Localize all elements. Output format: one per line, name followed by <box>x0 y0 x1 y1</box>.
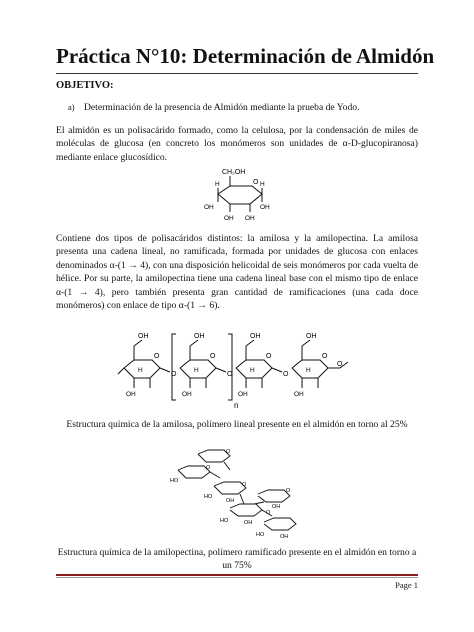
objective-heading: OBJETIVO: <box>56 80 114 91</box>
ring-oxygen-label: O <box>154 353 160 360</box>
hydroxyl-label: OH <box>238 391 248 398</box>
hydroxyl-label: OH <box>280 534 289 540</box>
hydroxyl-label: OH <box>224 215 234 222</box>
hydroxyl-label: OH <box>272 504 281 510</box>
hydroxyl-label: OH <box>226 498 235 504</box>
glycosidic-oxygen-label: O <box>242 482 247 488</box>
glucose-structure-figure <box>200 166 280 224</box>
amylose-caption: Estructura química de la amilosa, polímero lineal presente en el almidón en torno al 25% <box>66 419 408 430</box>
glycosidic-oxygen-label: O <box>266 510 271 516</box>
hydroxyl-label: HO <box>204 494 213 500</box>
ch2oh-label: CH₂OH <box>222 169 246 176</box>
list-marker: a) <box>68 102 75 112</box>
hydrogen-label: H <box>215 181 220 188</box>
objective-text: Determinación de la presencia de Almidón mediante la prueba de Yodo. <box>84 102 360 113</box>
hydroxyl-label: OH <box>204 204 214 211</box>
ring-oxygen-label: O <box>253 179 259 186</box>
polysaccharide-paragraph: Contiene dos tipos de polisacáridos distintos: la amilosa y la amilopectina. La amilosa presenta una cadena lineal, no ramificada, formada por unidades de glucosa con enlaces denominados α-(1 → 4), con una disposición helicoidal de seis monómeros por cada vuelta de hélice. Por su parte, la amilopectina tiene una cadena lineal base con el mismo tipo de enlace α-(1 → 4), pero también presenta gran cantidad de ramificaciones (una cada doce monómeros) con enlace de tipo α-(1 → 6). <box>56 233 418 312</box>
ring-oxygen-label: O <box>206 465 211 471</box>
hydroxyl-label: OH <box>306 333 317 340</box>
title-divider <box>56 73 418 74</box>
ring-oxygen-label: O <box>266 353 272 360</box>
glycosidic-oxygen-label: O <box>227 371 233 378</box>
hydroxyl-label: HO <box>170 478 179 484</box>
amylopectin-structure-figure <box>168 446 308 542</box>
hydroxyl-label: OH <box>244 520 253 526</box>
hydroxyl-label: HO <box>220 518 229 524</box>
hydrogen-label: H <box>250 367 255 374</box>
hydrogen-label: H <box>194 367 199 374</box>
hydrogen-label: H <box>306 367 311 374</box>
hydrogen-label: H <box>138 367 143 374</box>
glycosidic-oxygen-label: O <box>337 361 343 368</box>
glycosidic-oxygen-label: O <box>171 371 177 378</box>
hydroxyl-label: OH <box>294 391 304 398</box>
ring-oxygen-label: O <box>226 449 231 455</box>
hydrogen-label: H <box>260 181 265 188</box>
hydroxyl-label: OH <box>126 391 136 398</box>
amylose-structure-figure <box>116 322 356 412</box>
ring-oxygen-label: O <box>286 488 291 494</box>
hydroxyl-label: HO <box>256 532 265 538</box>
objective-list-item <box>68 101 359 114</box>
hydroxyl-label: OH <box>194 333 205 340</box>
amylopectin-caption: Estructura química de la amilopectina, polímero ramificado presente en el almidón en torno a un 75% <box>57 547 417 572</box>
hydroxyl-label: OH <box>250 333 261 340</box>
repeat-subscript-n: n <box>234 401 239 410</box>
footer-rule <box>56 577 418 578</box>
page-number: Page 1 <box>395 580 418 590</box>
hydroxyl-label: OH <box>260 204 270 211</box>
hydroxyl-label: OH <box>182 391 192 398</box>
footer-rule-accent <box>56 574 418 576</box>
intro-paragraph: El almidón es un polisacárido formado, como la celulosa, por la condensación de miles de moléculas de glucosa (en concreto los monómeros son unidades de α-D-glucopiranosa) mediante enlace glucosídico. <box>56 125 418 163</box>
hydroxyl-label: OH <box>138 333 149 340</box>
page-title: Práctica N°10: Determinación de Almidón <box>56 44 435 68</box>
glycosidic-oxygen-label: O <box>283 371 289 378</box>
ring-oxygen-label: O <box>210 353 216 360</box>
hydroxyl-label: OH <box>245 215 255 222</box>
ring-oxygen-label: O <box>322 353 328 360</box>
